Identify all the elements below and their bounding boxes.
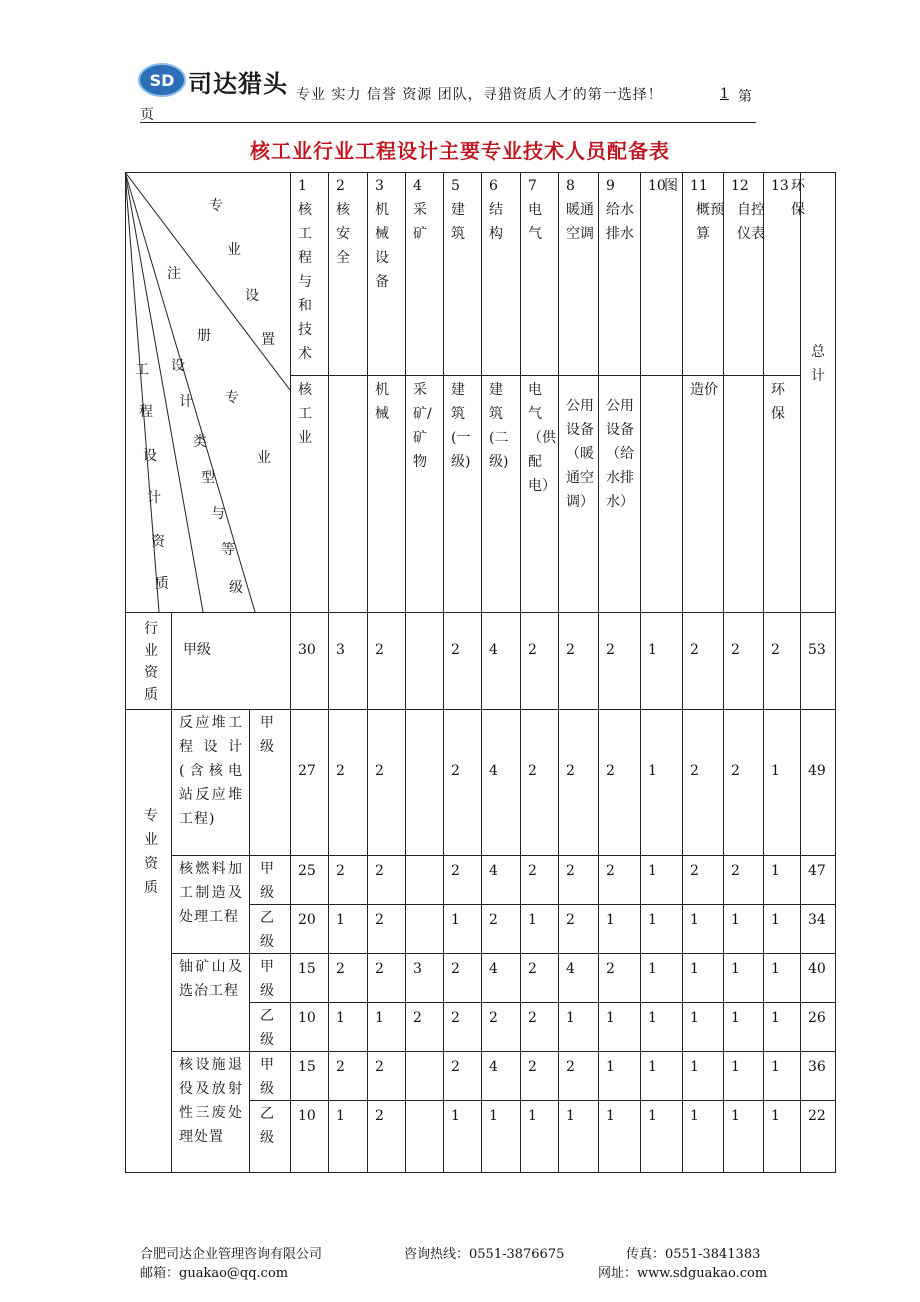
corner-label-zhuanye: 专: [225, 390, 239, 406]
specialty-value: 1: [648, 863, 657, 879]
specialty-value: 1: [336, 1108, 345, 1124]
column-registration: 公用设备（暖通空调）: [566, 398, 594, 510]
column-number: 13: [771, 178, 789, 194]
specialty-value: 1: [690, 1108, 699, 1124]
specialty-value: 2: [566, 1059, 575, 1075]
footer-hotline: 咨询热线：0551-3876675: [404, 1247, 565, 1262]
corner-label-zhuce: 注: [167, 266, 181, 282]
column-number: 7: [528, 178, 537, 194]
specialty-group-name: 反应堆工程设计(含核电站反应堆工程): [179, 715, 243, 827]
specialty-value: 2: [451, 1059, 460, 1075]
specialty-value: 2: [489, 912, 498, 928]
column-name: 采矿: [413, 202, 427, 242]
corner-label-sheji_leixing: 型: [201, 470, 215, 486]
corner-label-zhuanye_shezhi: 专: [209, 198, 223, 214]
specialty-value: 2: [336, 961, 345, 977]
corner-label-gongcheng_zizhi: 工: [135, 362, 149, 378]
specialty-value: 1: [606, 1059, 615, 1075]
column-line: [640, 172, 641, 1172]
logo-text: 司达猎头: [188, 70, 288, 98]
specialty-value: 2: [451, 1010, 460, 1026]
specialty-group-name: 铀矿山及选冶工程: [179, 959, 243, 999]
specialty-value: 4: [489, 961, 498, 977]
table-border-bottom: [125, 1172, 836, 1173]
table-border-top: [125, 172, 835, 173]
specialty-value: 4: [566, 961, 575, 977]
specialty-value: 2: [528, 961, 537, 977]
specialty-value: 36: [808, 1059, 826, 1075]
page-number: 1: [720, 86, 729, 102]
column-number: 9: [606, 178, 615, 194]
column-number: 12: [731, 178, 749, 194]
column-line: [328, 172, 329, 1172]
page-word-di: 第: [738, 89, 752, 105]
corner-label-sheji_leixing: 与: [211, 506, 225, 522]
column-line: [520, 172, 521, 1172]
corner-label-sheji_leixing: 级: [229, 580, 243, 596]
footer-email: 邮箱：guakao@qq.com: [140, 1266, 289, 1281]
specialty-value: 1: [648, 763, 657, 779]
industry-value: 2: [375, 642, 384, 658]
grade-label: 乙级: [260, 1008, 274, 1048]
specialty-value: 4: [489, 763, 498, 779]
specialty-value: 2: [566, 863, 575, 879]
column-number: 5: [451, 178, 460, 194]
column-number: 10: [648, 178, 666, 194]
column-registration: 建筑(二级): [489, 382, 509, 470]
specialty-value: 27: [298, 763, 316, 779]
specialty-value: 2: [606, 961, 615, 977]
specialty-value: 2: [566, 912, 575, 928]
specialty-value: 2: [451, 763, 460, 779]
header-slogan: 专业 实力 信誉 资源 团队，寻猎资质人才的第一选择！: [296, 87, 663, 103]
grade-label: 甲级: [260, 1057, 274, 1097]
column-registration: 采矿/矿物: [413, 382, 432, 470]
specialty-value: 2: [528, 763, 537, 779]
specialty-value: 1: [648, 912, 657, 928]
specialty-value: 2: [528, 1059, 537, 1075]
corner-label-gongcheng_zizhi: 程: [139, 404, 153, 420]
specialty-value: 1: [731, 912, 740, 928]
specialty-value: 1: [690, 912, 699, 928]
specialty-value: 1: [731, 961, 740, 977]
corner-label-zhuanye_shezhi: 业: [227, 242, 241, 258]
specialty-value: 22: [808, 1108, 826, 1124]
column-name: 给水排水: [606, 202, 634, 242]
corner-label-sheji_leixing: 计: [179, 394, 193, 410]
specialty-value: 2: [375, 1108, 384, 1124]
specialty-value: 1: [451, 912, 460, 928]
specialty-value: 40: [808, 961, 826, 977]
specialty-value: 2: [375, 912, 384, 928]
column-registration: [731, 378, 759, 610]
specialty-value: 15: [298, 1059, 316, 1075]
column-name: 图: [664, 178, 678, 194]
column-registration: 机械: [375, 382, 389, 422]
staffing-table: [125, 172, 835, 1172]
column-line: [367, 172, 368, 1172]
specialty-value: 2: [606, 763, 615, 779]
specialty-value: [413, 908, 443, 932]
specialty-value: 1: [690, 1010, 699, 1026]
industry-grade: 甲级: [183, 642, 211, 658]
specialty-value: 1: [731, 1108, 740, 1124]
specialty-value: 2: [731, 763, 740, 779]
header-divider: [140, 122, 756, 123]
specialty-value: 2: [336, 763, 345, 779]
specialty-value: 1: [648, 961, 657, 977]
specialty-value: [413, 859, 443, 883]
column-name: 环保: [791, 178, 805, 218]
specialty-value: 1: [771, 1010, 780, 1026]
specialty-value: 2: [606, 863, 615, 879]
specialty-value: 1: [771, 1059, 780, 1075]
logo-badge-graphic: [138, 62, 188, 98]
specialty-value: 2: [528, 1010, 537, 1026]
specialty-value: 49: [808, 763, 826, 779]
grade-label: 甲级: [260, 959, 274, 999]
spec-row-line: [249, 1002, 835, 1003]
column-number: 3: [375, 178, 384, 194]
specialty-value: 1: [606, 912, 615, 928]
column-registration: [336, 378, 363, 610]
specialty-value: 1: [528, 1108, 537, 1124]
industry-qualification-label: 行业资质: [144, 621, 158, 703]
specialty-value: 20: [298, 912, 316, 928]
column-line: [405, 172, 406, 1172]
corner-label-gongcheng_zizhi: 计: [147, 490, 161, 506]
column-name: 结构: [489, 202, 503, 242]
specialty-value: 1: [528, 912, 537, 928]
column-line: [481, 172, 482, 1172]
total-header: 总计: [811, 344, 825, 384]
specialty-value: 1: [690, 961, 699, 977]
industry-value: 2: [690, 642, 699, 658]
specialty-value: 2: [451, 863, 460, 879]
industry-value: 2: [528, 642, 537, 658]
specialty-value: 1: [648, 1059, 657, 1075]
column-registration: 建筑(一级): [451, 382, 471, 470]
logo-badge-text: SD: [149, 71, 175, 90]
industry-value: 4: [489, 642, 498, 658]
column-line: [558, 172, 559, 1172]
corner-label-gongcheng_zizhi: 设: [143, 448, 157, 464]
column-line: [290, 172, 291, 1172]
column-name: 概预算: [696, 202, 724, 242]
column-name: 核安全: [336, 202, 350, 266]
corner-label-sheji_leixing: 设: [171, 358, 185, 374]
page-word-ye: 页: [140, 107, 154, 123]
specialty-value: 2: [731, 863, 740, 879]
specialty-value: 1: [731, 1010, 740, 1026]
specialty-value: 1: [690, 1059, 699, 1075]
specialty-value: 1: [771, 1108, 780, 1124]
specialty-value: 1: [336, 1010, 345, 1026]
column-name: 核工程与和技术: [298, 202, 312, 362]
specialty-value: 1: [566, 1108, 575, 1124]
industry-value: 2: [451, 642, 460, 658]
specialty-value: 2: [489, 1010, 498, 1026]
column-registration: [648, 378, 678, 610]
document-title: 核工业行业工程设计主要专业技术人员配备表: [250, 139, 670, 163]
footer-company: 合肥司达企业管理咨询有限公司: [140, 1247, 323, 1262]
column-line: [443, 172, 444, 1172]
grade-label: 甲级: [260, 715, 274, 755]
specialty-value: [413, 1055, 443, 1079]
specialty-value: 1: [731, 1059, 740, 1075]
column-registration: 公用设备（给水排水）: [606, 398, 634, 510]
column-name: 电气: [528, 202, 542, 242]
industry-value: 2: [771, 642, 780, 658]
specialty-value: 1: [771, 763, 780, 779]
corner-diagonal-lines: [125, 172, 290, 612]
column-name: 机械设备: [375, 202, 389, 290]
column-number: 11: [690, 178, 708, 194]
header-bottom-line: [125, 612, 835, 613]
specialty-value: 1: [451, 1108, 460, 1124]
industry-value: 1: [648, 642, 657, 658]
specialty-value: 1: [771, 863, 780, 879]
grade-label: 乙级: [260, 1106, 274, 1146]
specialty-value: 1: [336, 912, 345, 928]
specialty-value: 25: [298, 863, 316, 879]
column-registration: 造价: [690, 382, 718, 398]
corner-label-gongcheng_zizhi: 质: [155, 576, 169, 592]
specialty-value: 2: [375, 863, 384, 879]
specialty-value: 1: [489, 1108, 498, 1124]
column-number: 4: [413, 178, 422, 194]
specialty-value: 2: [375, 961, 384, 977]
specialty-value: [413, 1104, 443, 1128]
industry-value: 2: [566, 642, 575, 658]
column-number: 2: [336, 178, 345, 194]
specialty-value: 1: [771, 912, 780, 928]
specialty-value: 2: [690, 863, 699, 879]
specialty-group-name: 核燃料加工制造及处理工程: [179, 861, 243, 925]
specialty-value: 2: [413, 1010, 422, 1026]
specialty-value: 2: [451, 961, 460, 977]
grade-label: 乙级: [260, 910, 274, 950]
specialty-value: 10: [298, 1108, 316, 1124]
industry-value: 2: [606, 642, 615, 658]
specialty-value: 47: [808, 863, 826, 879]
specialty-qualification-label: 专业资质: [144, 808, 158, 896]
specialty-value: 26: [808, 1010, 826, 1026]
corner-label-sheji_leixing: 类: [193, 434, 207, 450]
corner-label-sheji_leixing: 等: [221, 542, 235, 558]
grade-label: 甲级: [260, 861, 274, 901]
corner-diagonal: [125, 172, 290, 390]
specialty-value: 2: [566, 763, 575, 779]
industry-value: 53: [808, 642, 826, 658]
specialty-value: 1: [606, 1108, 615, 1124]
spec-row-line: [171, 855, 835, 856]
footer-fax: 传真：0551-3841383: [626, 1247, 761, 1262]
specialty-value: 1: [648, 1010, 657, 1026]
specialty-group-name: 核设施退役及放射性三废处理处置: [179, 1057, 243, 1145]
specialty-value: 2: [375, 763, 384, 779]
specialty-value: 2: [336, 863, 345, 879]
specialty-value: 1: [771, 961, 780, 977]
specialty-value: 4: [489, 863, 498, 879]
specialty-value: 1: [375, 1010, 384, 1026]
specialty-value: 10: [298, 1010, 316, 1026]
column-registration: 电气（供配电）: [528, 382, 556, 494]
specialty-value: [413, 759, 443, 783]
column-name: 自控仪表: [737, 202, 765, 242]
table-border-left: [125, 172, 126, 1172]
specialty-value: 4: [489, 1059, 498, 1075]
specialty-value: 2: [375, 1059, 384, 1075]
label-column-line: [171, 612, 172, 1172]
specialty-value: 1: [648, 1108, 657, 1124]
corner-label-zhuanye_shezhi: 设: [245, 288, 259, 304]
corner-label-zhuanye: 业: [257, 450, 271, 466]
column-registration: 核工业: [298, 382, 312, 446]
specialty-value: 34: [808, 912, 826, 928]
specialty-value: 3: [413, 961, 422, 977]
industry-value: [413, 638, 443, 662]
column-name: 暖通空调: [566, 202, 594, 242]
column-number: 8: [566, 178, 575, 194]
column-number: 1: [298, 178, 307, 194]
specialty-value: 15: [298, 961, 316, 977]
spec-row-line: [249, 1100, 835, 1101]
specialty-value: 2: [336, 1059, 345, 1075]
company-logo: [138, 60, 288, 102]
industry-value: 30: [298, 642, 316, 658]
footer-website: 网址：www.sdguakao.com: [598, 1266, 768, 1281]
corner-label-gongcheng_zizhi: 资: [151, 534, 165, 550]
specialty-value: 2: [528, 863, 537, 879]
column-registration: 环保: [771, 382, 785, 422]
industry-row-bottom-line: [125, 709, 835, 710]
column-name: 建筑: [451, 202, 465, 242]
specialty-value: 1: [606, 1010, 615, 1026]
corner-label-zhuanye_shezhi: 置: [261, 332, 275, 348]
corner-label-zhuce: 册: [197, 328, 211, 344]
specialty-value: 1: [566, 1010, 575, 1026]
spec-row-line: [249, 904, 835, 905]
industry-value: 2: [731, 642, 740, 658]
grade-column-line: [249, 709, 250, 1172]
column-line: [598, 172, 599, 1172]
industry-value: 3: [336, 642, 345, 658]
specialty-value: 2: [690, 763, 699, 779]
column-number: 6: [489, 178, 498, 194]
